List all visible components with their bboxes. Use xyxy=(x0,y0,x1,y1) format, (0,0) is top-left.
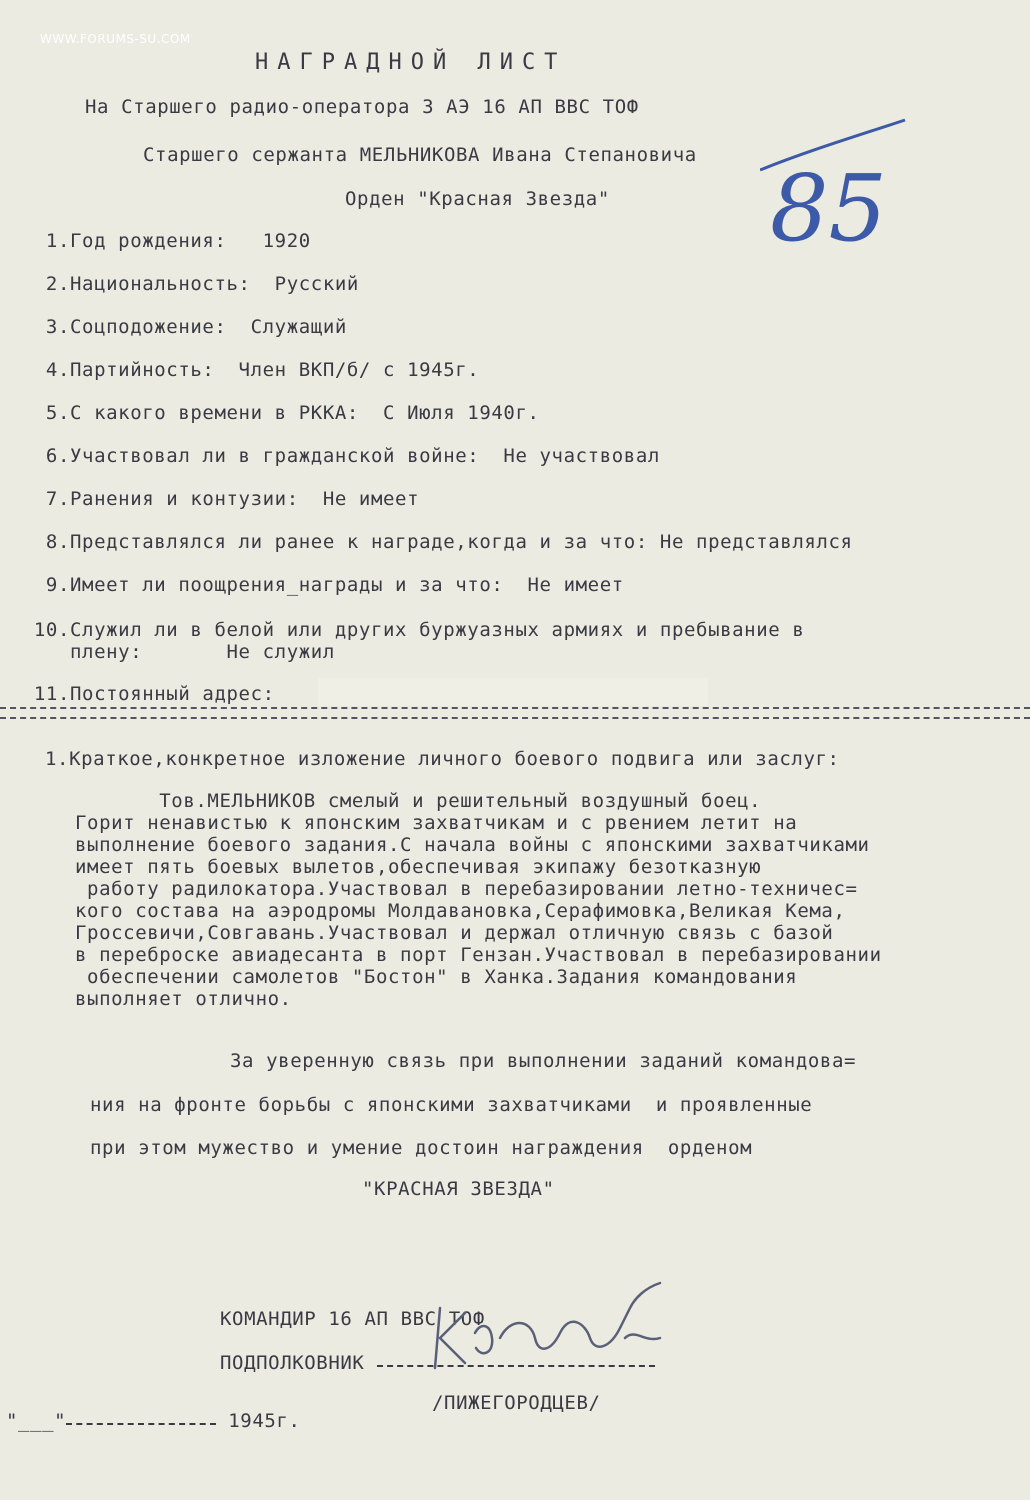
feat-line: кого состава на аэродромы Молдавановка,Серафимовка,Великая Кема, xyxy=(75,900,846,922)
question-row: 2.Национальность: Русский xyxy=(45,273,359,295)
watermark: WWW.FORUMS-SU.COM xyxy=(40,32,191,46)
commander-rank: ПОДПОЛКОВНИК xyxy=(220,1352,655,1374)
question-row: 11.Постоянный адрес: xyxy=(33,683,275,705)
feat-line: обеспечении самолетов "Бостон" в Ханка.Задания командования xyxy=(75,966,798,988)
question-row-continued: плену: Не служил xyxy=(70,641,335,663)
question-row: 10.Служил ли в белой или других буржуазных армиях и пребывание в xyxy=(33,619,805,641)
question-row: 8.Представлялся ли ранее к награде,когда и за что: Не представлялся xyxy=(45,531,853,553)
feat-heading: 1.Краткое,конкретное изложение личного боевого подвига или заслуг: xyxy=(45,748,840,770)
feat-line: Гроссевичи,Совгавань.Участвовал и держал отличную связь с базой xyxy=(75,922,834,944)
annotation-number: 85 xyxy=(770,155,888,260)
question-row: 7.Ранения и контузии: Не имеет xyxy=(45,488,420,510)
feat-line: Горит ненавистью к японским захватчикам и с рвением летит на xyxy=(75,812,798,834)
commander-name: /ПИЖЕГОРОДЦЕВ/ xyxy=(432,1392,601,1414)
section-divider xyxy=(0,707,1030,719)
document-date: "___" 1945г. xyxy=(6,1410,301,1432)
document-title: НАГРАДНОЙ ЛИСТ xyxy=(255,50,567,75)
redacted-address xyxy=(318,678,708,706)
feat-line: выполняет отлично. xyxy=(75,988,292,1010)
feat-line: имеет пять боевых вылетов,обеспечивая экипажу безотказную xyxy=(75,856,762,878)
nominee-name: Старшего сержанта МЕЛЬНИКОВА Ивана Степановича xyxy=(143,144,697,166)
conclusion-line: при этом мужество и умение достоин награждения орденом xyxy=(90,1137,753,1159)
feat-line: выполнение боевого задания.С начала войны с японскими захватчиками xyxy=(75,834,870,856)
question-row: 1.Год рождения: 1920 xyxy=(45,230,311,252)
feat-line: в переброске авиадесанта в порт Гензан.Участвовал в перебазировании xyxy=(75,944,882,966)
question-row: 5.С какого времени в РККА: С Июля 1940г. xyxy=(45,402,540,424)
commander-position: КОМАНДИР 16 АП ВВС ТОФ xyxy=(220,1308,485,1330)
feat-line: Тов.МЕЛЬНИКОВ смелый и решительный воздушный боец. xyxy=(75,790,762,812)
award-name: Орден "Красная Звезда" xyxy=(345,188,610,210)
handwritten-number-annotation xyxy=(760,110,910,260)
question-row: 9.Имеет ли поощрения_награды и за что: Не имеет xyxy=(45,574,624,596)
question-row: 4.Партийность: Член ВКП/б/ с 1945г. xyxy=(45,359,480,381)
handwritten-signature xyxy=(420,1268,690,1388)
nominee-position: На Старшего радио-оператора 3 АЭ 16 АП ВВС ТОФ xyxy=(85,96,639,118)
question-row: 3.Соцподожение: Служащий xyxy=(45,316,347,338)
conclusion-line: ния на фронте борьбы с японскими захватчиками и проявленные xyxy=(90,1094,813,1116)
feat-line: работу радилокатора.Участвовал в перебазировании летно-техничес= xyxy=(75,878,858,900)
question-row: 6.Участвовал ли в гражданской войне: Не участвовал xyxy=(45,445,660,467)
conclusion-line: За уверенную связь при выполнении заданий командова= xyxy=(230,1050,857,1072)
award-conclusion: "КРАСНАЯ ЗВЕЗДА" xyxy=(362,1178,555,1200)
